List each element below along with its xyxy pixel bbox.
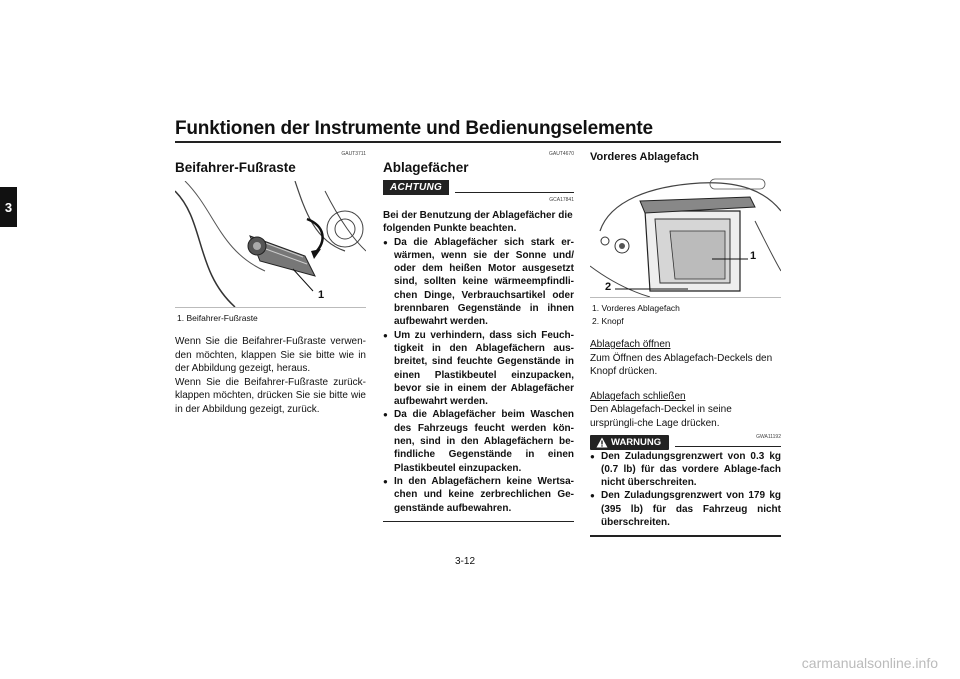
footpeg-illustration — [175, 181, 366, 308]
notice-rule — [455, 192, 574, 193]
warning-rule — [675, 446, 781, 447]
title-rule — [175, 141, 781, 143]
subheading-open: Ablagefach öffnen — [590, 339, 671, 350]
column-footpeg — [175, 151, 366, 417]
list-item: ● Den Zuladungsgrenzwert von 0.3 kg (0.7 lb) für das vordere Ablage-fach nicht überschreiten. — [590, 450, 781, 490]
subheading-close: Ablagefach schließen — [590, 390, 686, 402]
figure-callout: 1 — [750, 250, 757, 262]
section-code: GAUT4670 — [548, 151, 574, 157]
warning-code: GWA11192 — [756, 433, 781, 440]
notice-end-rule — [383, 521, 574, 523]
notice-intro: Bei der Benutzung der Ablagefächer die folgenden Punkte beachten. — [383, 210, 573, 235]
list-item: ● Da die Ablagefächer beim Waschen des Fahrzeugs feucht werden kön-nen, sind in den Ablagefächern be-findliche Gegenstände in einen Plastikbeutel einzupacken. — [383, 408, 574, 474]
column-front-compartment — [590, 151, 781, 537]
footer-watermark: carmanualsonline.info — [801, 655, 938, 671]
figure-caption: 2. Knopf — [592, 316, 624, 326]
section-heading-footpeg: Beifahrer-Fußraste — [175, 160, 296, 175]
paragraph: Den Ablagefach-Deckel in seine ursprüngli-che Lage drücken. — [590, 404, 732, 429]
paragraph: Wenn Sie die Beifahrer-Fußraste zurück-klappen möchten, drücken Sie sie bitte wie in der Abbildung gezeigt, zurück. — [175, 376, 366, 415]
notice-badge: ACHTUNG — [383, 180, 449, 195]
warning-badge — [590, 435, 669, 450]
list-item: ● Um zu verhindern, dass sich Feuch-tigkeit in den Ablagefächern aus-breitet, sind feuchte Gegenstände in einen Plastikbeutel einzupacken, bevor sie in einem der Ablagefächer aufbewahrt werden. — [383, 329, 574, 409]
page-title: Funktionen der Instrumente und Bedienungselemente — [175, 118, 653, 139]
paragraph: Zum Öffnen des Ablagefach-Deckels den Knopf drücken. — [590, 352, 773, 378]
figure-callout: 1 — [318, 289, 325, 301]
warning-label: WARNUNG — [611, 436, 662, 448]
list-item: ● Den Zuladungsgrenzwert von 179 kg (395 lb) für das Fahrzeug nicht überschreiten. — [590, 489, 781, 529]
figure-caption: 1. Vorderes Ablagefach — [592, 303, 680, 313]
chapter-tab: 3 — [0, 187, 17, 227]
notice-header — [383, 180, 574, 195]
section-heading-compartments: Ablagefächer — [383, 160, 469, 175]
paragraph: Wenn Sie die Beifahrer-Fußraste verwen-den möchten, klappen Sie sie bitte wie in der Abbildung gezeigt, heraus. — [175, 336, 366, 375]
figure-callout: 2 — [605, 281, 612, 293]
figure-caption: 1. Beifahrer-Fußraste — [177, 313, 258, 323]
warning-end-rule — [590, 535, 781, 537]
section-code: GAUT3711 — [341, 151, 366, 157]
notice-code: GCA17841 — [549, 197, 574, 203]
page-number: 3-12 — [455, 556, 476, 567]
warning-triangle-icon — [596, 437, 608, 448]
column-compartments — [383, 151, 574, 522]
list-item: ● Da die Ablagefächer sich stark er-wärmen, wenn sie der Sonne und/ oder dem heißen Motor ausgesetzt sind, sollten keine wärmeempfindli-chen Dinge, Verbrauchsartikel oder brennbaren Gegenstände in ihnen aufbewahrt werden. — [383, 236, 574, 329]
compartment-drawing — [590, 171, 781, 297]
footpeg-drawing — [175, 181, 366, 307]
list-item: ● In den Ablagefächern keine Wertsa-chen und keine zerbrechlichen Ge-genstände aufbewahren. — [383, 475, 574, 515]
compartment-illustration — [590, 171, 781, 298]
warning-list — [590, 450, 781, 530]
section-heading-front-compartment: Vorderes Ablagefach — [590, 151, 699, 163]
notice-list — [383, 236, 574, 515]
